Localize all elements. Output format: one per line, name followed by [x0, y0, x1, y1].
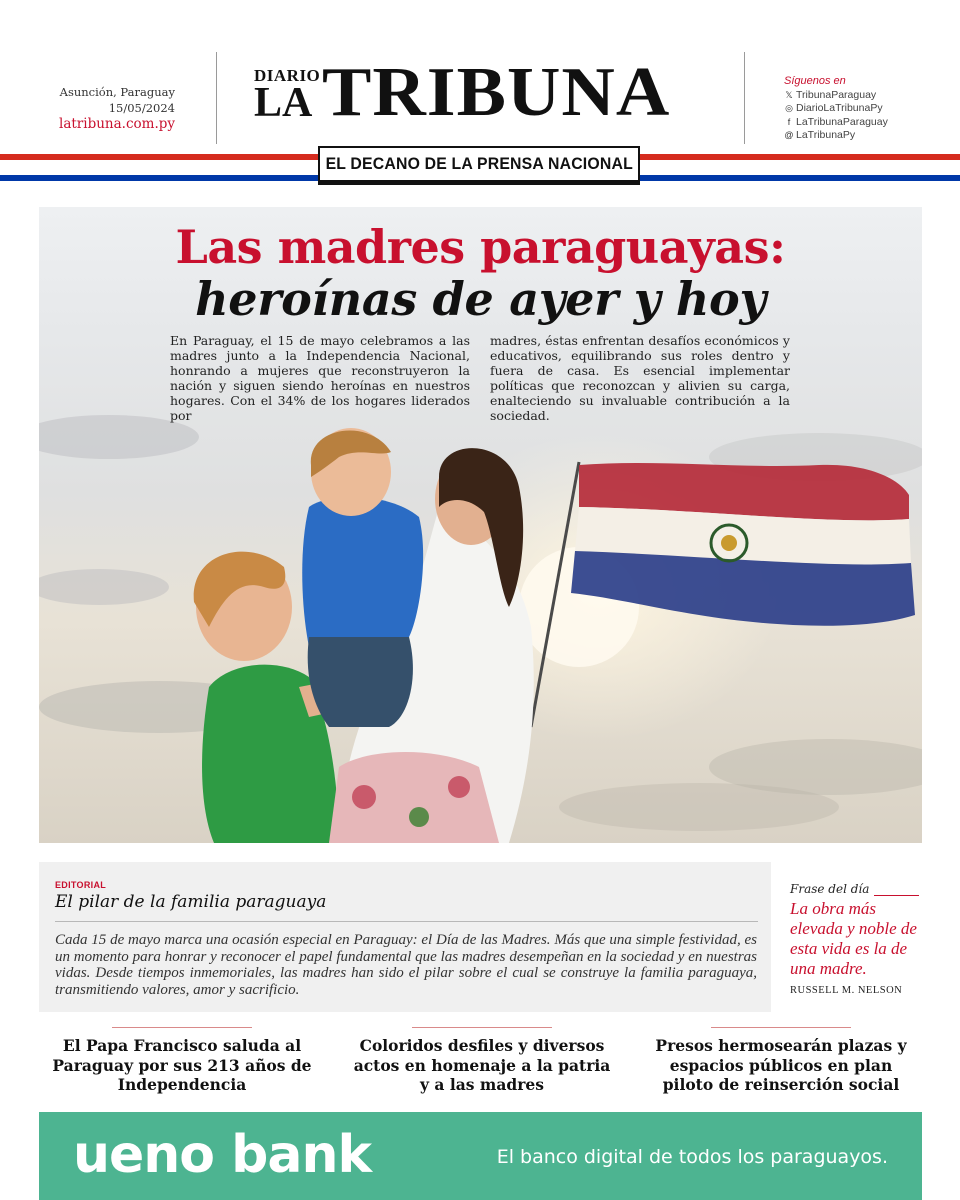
cloud — [39, 569, 169, 605]
x-icon: 𝕏 — [785, 89, 793, 100]
logo-la: LA — [254, 80, 313, 126]
location-text: Asunción, Paraguay — [59, 85, 175, 99]
hero-headline-line2: heroínas de ayer y hoy — [195, 272, 766, 326]
divider — [112, 1027, 252, 1028]
quote-label: Frase del día — [790, 882, 870, 896]
divider — [55, 921, 758, 922]
quote-text: La obra más elevada y noble de esta vida es la de una madre. — [790, 899, 917, 978]
social-block — [784, 75, 888, 143]
website-link[interactable]: latribuna.com.py — [59, 116, 175, 132]
secondary-story-2[interactable] — [347, 1027, 617, 1095]
social-handle: DiarioLaTribunaPy — [796, 102, 883, 114]
date-text: 15/05/2024 — [108, 101, 175, 115]
editorial-title: El pilar de la familia paraguaya — [55, 892, 327, 912]
masthead — [0, 0, 960, 190]
social-handle: TribunaParaguay — [796, 88, 877, 101]
ad-brand-logo: ueno bank — [73, 1125, 372, 1185]
social-facebook[interactable] — [784, 116, 888, 130]
instagram-icon: ◎ — [785, 103, 793, 113]
social-threads[interactable] — [784, 129, 888, 143]
social-instagram[interactable] — [784, 102, 888, 116]
social-handle: LaTribunaPy — [796, 129, 856, 141]
ad-tagline: El banco digital de todos los paraguayos. — [496, 1146, 888, 1168]
quote-rule — [874, 895, 919, 896]
editorial-kicker: EDITORIAL — [55, 880, 107, 890]
secondary-story-3[interactable] — [646, 1027, 916, 1095]
secondary-headline: El Papa Francisco saluda al Paraguay por sus 213 años de Independencia — [52, 1036, 312, 1094]
divider — [216, 52, 217, 144]
hero-lede — [170, 333, 790, 423]
follow-label: Síguenos en — [784, 75, 846, 87]
masthead-info — [59, 84, 175, 132]
facebook-icon: f — [787, 116, 791, 127]
logo-tribuna: TRIBUNA — [322, 53, 671, 132]
divider — [412, 1027, 552, 1028]
threads-icon: @ — [784, 130, 794, 140]
editorial-body: Cada 15 de mayo marca una ocasión especial en Paraguay: el Día de las Madres. Más que una simple festividad, es un momento para honrar y reconocer el papel fundamental que las madres desempeñan en la sociedad y en nuestras vidas. Desde tiempos inmemoriales, las madres han sido el pilar sobre el cual se construye la familia paraguaya, transmitiendo valores, amor y sacrificio. — [55, 932, 757, 998]
quote-author: RUSSELL M. NELSON — [790, 985, 903, 996]
logo-diario: DIARIO — [254, 66, 321, 85]
divider — [744, 52, 745, 144]
secondary-headline: Coloridos desfiles y diversos actos en homenaje a la patria y a las madres — [353, 1036, 611, 1094]
divider — [711, 1027, 851, 1028]
quote-of-the-day — [790, 882, 925, 996]
editorial-box[interactable] — [39, 862, 771, 1012]
newspaper-logo[interactable] — [254, 53, 714, 132]
social-handle: LaTribunaParaguay — [796, 115, 888, 128]
secondary-story-1[interactable] — [47, 1027, 317, 1095]
hero-headline-line1: Las madres paraguayas: — [175, 220, 786, 274]
tagline-text: EL DECANO DE LA PRENSA NACIONAL — [325, 154, 633, 173]
hero-section[interactable] — [39, 207, 922, 843]
lede-column-2: madres, éstas enfrentan desafíos económicos y educativos, equilibrando sus roles dentro y fuera de casa. Es esencial implementar políticas que reconozcan y alivien su carga, enalteciendo su invaluable contribución a la sociedad. — [490, 333, 790, 423]
lede-column-1: En Paraguay, el 15 de mayo celebramos a las madres junto a la Independencia Nacional, honrando a mujeres que reconstruyeron la nación y siguen siendo heroínas en nuestros hogares. Con el 34% de los hogares liderados por — [170, 333, 470, 423]
secondary-headline: Presos hermosearán plazas y espacios públicos en plan piloto de reinserción social — [655, 1036, 907, 1094]
advertisement-banner[interactable] — [39, 1112, 922, 1200]
toddler-blue-shirt — [302, 428, 423, 727]
social-x[interactable] — [784, 89, 888, 103]
tagline-box — [318, 146, 640, 182]
cloud — [559, 783, 839, 831]
